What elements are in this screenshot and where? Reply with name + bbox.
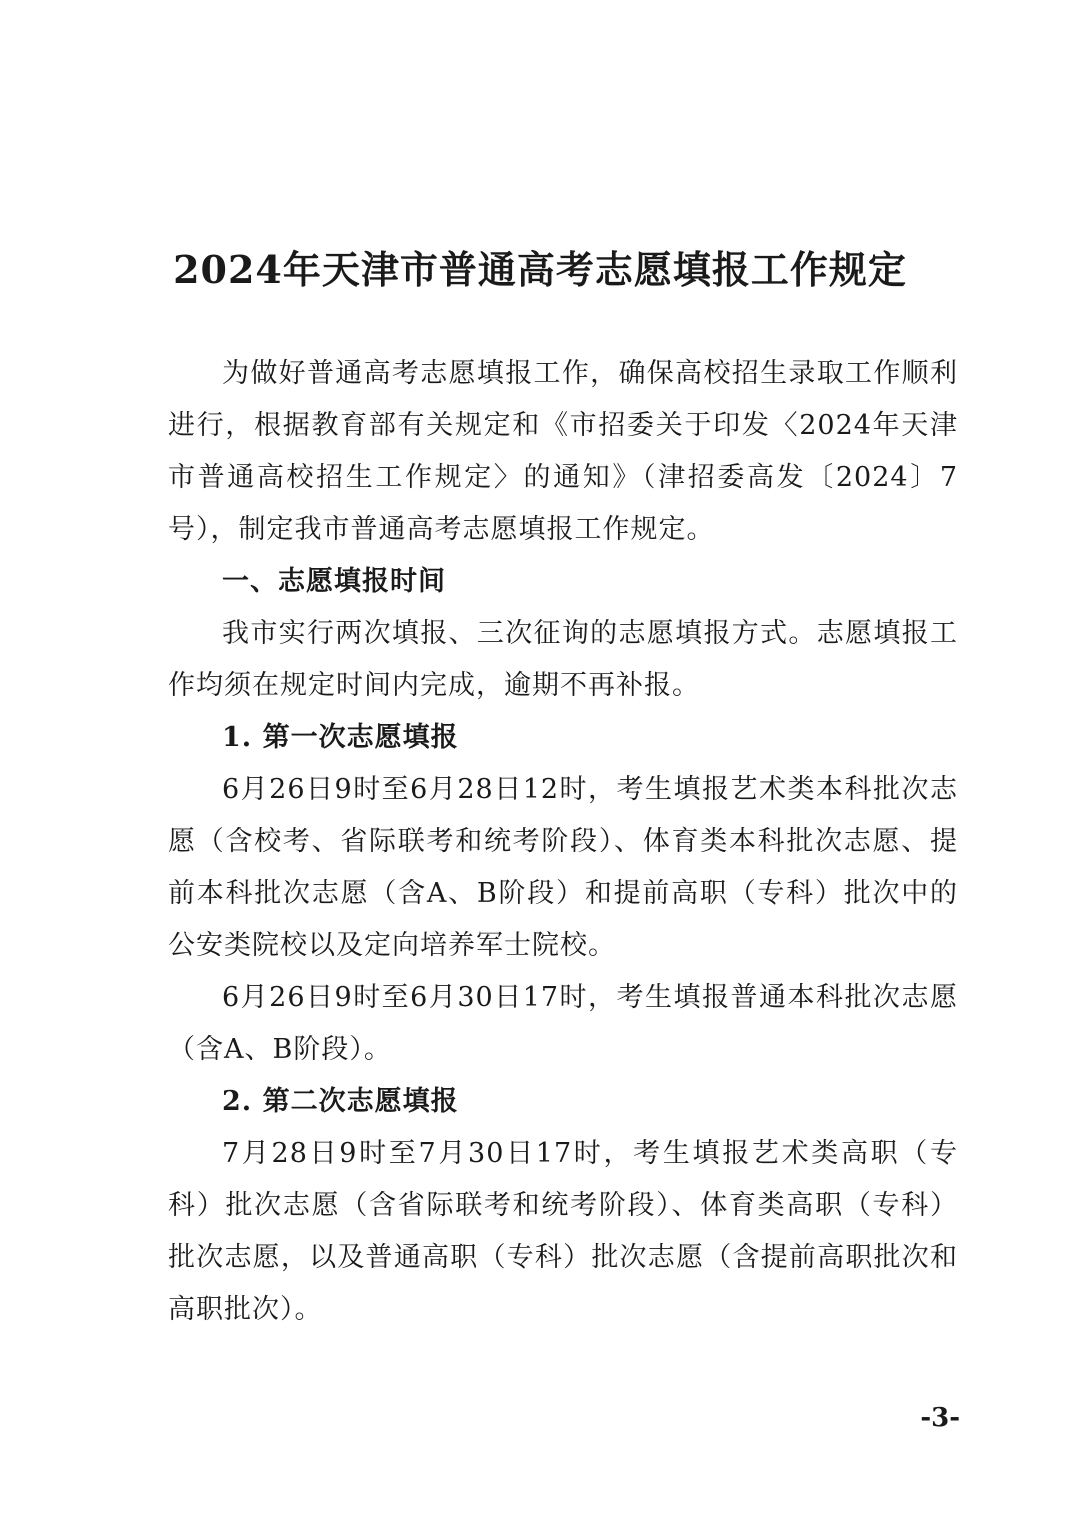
first-round-paragraph-2: 6月26日9时至6月30日17时，考生填报普通本科批次志愿（含A、B阶段）。 — [168, 982, 958, 1065]
section-heading-time: 一、志愿填报时间 — [222, 566, 446, 597]
document-title: 2024年天津市普通高考志愿填报工作规定 — [173, 247, 907, 292]
second-round-paragraph: 7月28日9时至7月30日17时，考生填报艺术类高职（专科）批次志愿（含省际联考和统考阶段）、体育类高职（专科）批次志愿，以及普通高职（专科）批次志愿（含提前高职批次和高职批次）。 — [168, 1138, 958, 1325]
time-paragraph: 我市实行两次填报、三次征询的志愿填报方式。志愿填报工作均须在规定时间内完成，逾期不再补报。 — [168, 618, 958, 701]
page-number: -3- — [920, 1403, 960, 1433]
first-round-paragraph-1: 6月26日9时至6月28日12时，考生填报艺术类本科批次志愿（含校考、省际联考和统考阶段）、体育类本科批次志愿、提前本科批次志愿（含A、B阶段）和提前高职（专科）批次中的公安类院校以及定向培养军士院校。 — [168, 774, 958, 961]
document-body — [168, 348, 958, 1336]
intro-paragraph: 为做好普通高考志愿填报工作，确保高校招生录取工作顺利进行，根据教育部有关规定和《市招委关于印发〈2024年天津市普通高校招生工作规定〉的通知》（津招委高发〔2024〕7号），制定我市普通高考志愿填报工作规定。 — [168, 358, 958, 545]
subheading-second-round: 2. 第二次志愿填报 — [222, 1086, 459, 1117]
subheading-first-round: 1. 第一次志愿填报 — [222, 722, 459, 753]
